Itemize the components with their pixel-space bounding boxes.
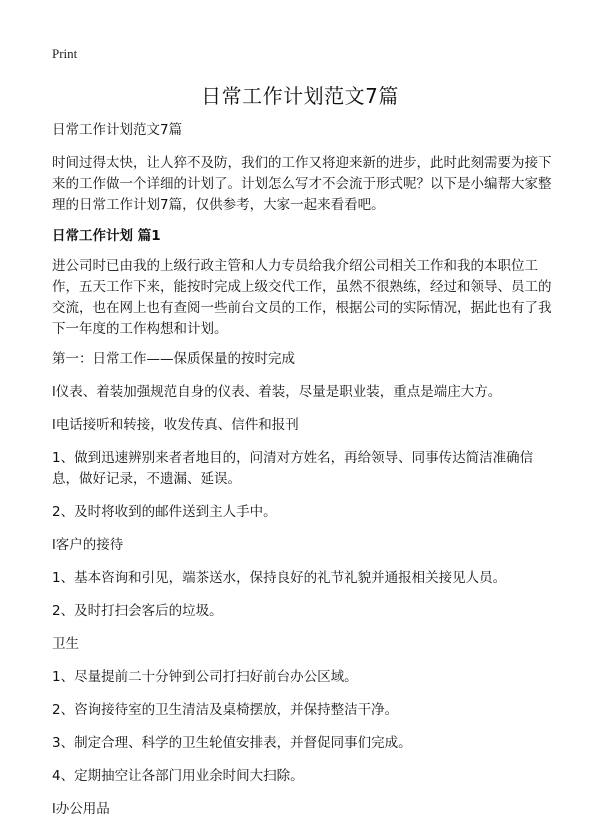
- section-body-paragraph: 进公司时已由我的上级行政主管和人力专员给我介绍公司相关工作和我的本职位工作，五天工作下来，能按时完成上级交代工作，虽然不很熟练，经过和领导、员工的交流，也在网上也有查阅一些前台文员的工作，根据公司的实际情况，据此也有了我下一年度的工作构想和计划。: [52, 258, 552, 337]
- plan-item: 2、及时打扫会客后的垃圾。: [52, 603, 223, 619]
- document-subtitle: 日常工作计划范文7篇: [52, 122, 183, 138]
- plan-item: l仪表、着装加强规范自身的仪表、着装，尽量是职业装，重点是端庄大方。: [52, 384, 502, 400]
- plan-item: 1、基本咨询和引见，端茶送水，保持良好的礼节礼貌并通报相关接见人员。: [52, 570, 507, 586]
- document-title: 日常工作计划范文7篇: [201, 84, 399, 108]
- plan-item: 4、定期抽空让各部门用业余时间大扫除。: [52, 768, 304, 784]
- plan-item: 2、及时将收到的邮件送到主人手中。: [52, 504, 277, 520]
- plan-item: 3、制定合理、科学的卫生轮值安排表，并督促同事们完成。: [52, 735, 412, 751]
- plan-item: 1、做到迅速辨别来者者地目的，问清对方姓名，再给领导、同事传达简洁准确信息，做好记录，不遗漏、延误。: [52, 450, 534, 487]
- print-label: Print: [52, 46, 78, 61]
- section-heading: 日常工作计划 篇1: [52, 228, 161, 244]
- plan-item: 卫生: [52, 636, 79, 652]
- plan-item: l电话接听和转接，收发传真、信件和报刊: [52, 417, 299, 433]
- plan-item: l办公用品: [52, 801, 110, 817]
- plan-item: 第一：日常工作——保质保量的按时完成: [52, 351, 295, 367]
- intro-paragraph: 时间过得太快，让人猝不及防，我们的工作又将迎来新的进步，此时此刻需要为接下来的工作做一个详细的计划了。计划怎么写才不会流于形式呢？以下是小编帮大家整理的日常工作计划7篇，仅供参考，大家一起来看看吧。: [52, 155, 552, 213]
- plan-item: 1、尽量提前二十分钟到公司打扫好前台办公区域。: [52, 669, 358, 685]
- plan-item: l客户的接待: [52, 537, 124, 553]
- plan-item: 2、咨询接待室的卫生清洁及桌椅摆放，并保持整洁干净。: [52, 702, 399, 718]
- document-body: [52, 120, 552, 832]
